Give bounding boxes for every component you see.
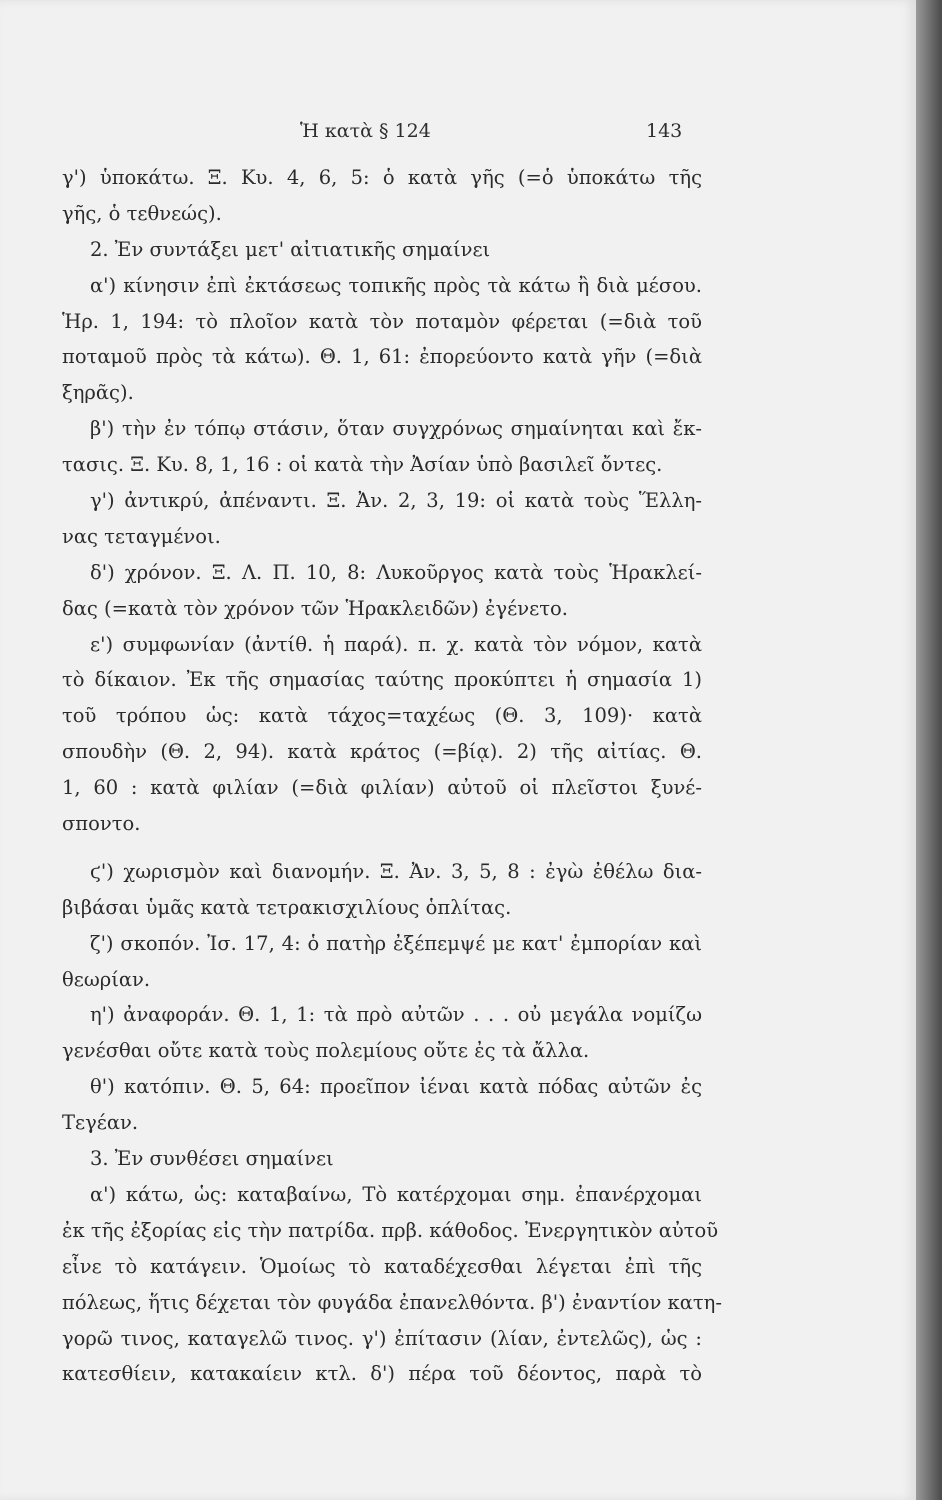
- text-line: κατεσθίειν, κατακαίειν κτλ. δ') πέρα τοῦ δέοντος, παρὰ τὸ: [62, 1362, 702, 1386]
- page-header: [0, 120, 916, 150]
- text-line: θ') κατόπιν. Θ. 5, 64: προεῖπον ἰέναι κατὰ πόδας αὐτῶν ἐς: [90, 1075, 702, 1099]
- text-line: γορῶ τινος, καταγελῶ τινος. γ') ἐπίτασιν (λίαν, ἐντελῶς), ὡς :: [62, 1326, 702, 1350]
- text-line: τοῦ τρόπου ὡς: κατὰ τάχος=ταχέως (Θ. 3, 109)· κατὰ: [62, 704, 702, 728]
- text-line: η') ἀναφοράν. Θ. 1, 1: τὰ πρὸ αὐτῶν . . . οὐ μεγάλα νομίζω: [90, 1003, 702, 1027]
- text-line: Ἡρ. 1, 194: τὸ πλοῖον κατὰ τὸν ποταμὸν φέρεται (=διὰ τοῦ: [62, 309, 702, 333]
- text-line: α') κίνησιν ἐπὶ ἐκτάσεως τοπικῆς πρὸς τὰ κάτω ἢ διὰ μέσου.: [90, 273, 702, 297]
- text-line: ζ') σκοπόν. Ἰσ. 17, 4: ὁ πατὴρ ἐξέπεμψέ με κατ' ἐμπορίαν καὶ: [90, 931, 702, 955]
- text-line: δ') χρόνον. Ξ. Λ. Π. 10, 8: Λυκοῦργος κατὰ τοὺς Ἡρακλεί-: [90, 560, 702, 584]
- text-line: νας τεταγμένοι.: [62, 524, 221, 548]
- body-text: [62, 160, 722, 1392]
- text-line: 3. Ἐν συνθέσει σημαίνει: [90, 1147, 334, 1171]
- text-line: βιβάσαι ὑμᾶς κατὰ τετρακισχιλίους ὁπλίτας.: [62, 895, 512, 919]
- text-line: τασις. Ξ. Κυ. 8, 1, 16 : οἱ κατὰ τὴν Ἀσίαν ὑπὸ βασιλεῖ ὄντες.: [62, 453, 663, 477]
- text-line: ξηρᾶς).: [62, 381, 134, 405]
- text-line: 1, 60 : κατὰ φιλίαν (=διὰ φιλίαν) αὐτοῦ οἱ πλεῖστοι ξυνέ-: [62, 776, 702, 800]
- text-line: α') κάτω, ὡς: καταβαίνω, Τὸ κατέρχομαι σημ. ἐπανέρχομαι: [90, 1182, 702, 1206]
- text-line: εἶνε τὸ κατάγειν. Ὁμοίως τὸ καταδέχεσθαι λέγεται ἐπὶ τῆς: [62, 1254, 702, 1278]
- text-line: ἐκ τῆς ἐξορίας εἰς τὴν πατρίδα. πρβ. κάθοδος. Ἐνεργητικὸν αὐτοῦ: [62, 1218, 719, 1242]
- running-title: Ἡ κατὰ § 124: [300, 120, 431, 142]
- text-line: γῆς, ὁ τεθνεώς).: [62, 201, 222, 225]
- text-line: 2. Ἐν συντάξει μετ' αἰτιατικῆς σημαίνει: [90, 237, 491, 261]
- text-line: σποντο.: [62, 812, 141, 836]
- text-line: ε') συμφωνίαν (ἀντίθ. ἡ παρά). π. χ. κατὰ τὸν νόμον, κατὰ: [90, 632, 702, 656]
- text-line: σπουδὴν (Θ. 2, 94). κατὰ κράτος (=βίᾳ). 2) τῆς αἰτίας. Θ.: [62, 740, 702, 764]
- text-line: γ') ὑποκάτω. Ξ. Κυ. 4, 6, 5: ὁ κατὰ γῆς (=ὁ ὑποκάτω τῆς: [62, 166, 702, 189]
- text-line: ϛ') χωρισμὸν καὶ διανομήν. Ξ. Ἀν. 3, 5, 8 : ἐγὼ ἐθέλω δια-: [90, 859, 702, 883]
- text-line: γενέσθαι οὔτε κατὰ τοὺς πολεμίους οὔτε ἐς τὰ ἄλλα.: [62, 1039, 590, 1063]
- text-line: δας (=κατὰ τὸν χρόνον τῶν Ἡρακλειδῶν) ἐγένετο.: [62, 596, 568, 620]
- text-line: γ') ἀντικρύ, ἀπέναντι. Ξ. Ἀν. 2, 3, 19: οἱ κατὰ τοὺς Ἕλλη-: [90, 489, 702, 513]
- text-line: Τεγέαν.: [62, 1111, 139, 1135]
- text-line: τὸ δίκαιον. Ἐκ τῆς σημασίας ταύτης προκύπτει ἡ σημασία 1): [62, 668, 702, 692]
- text-line: ποταμοῦ πρὸς τὰ κάτω). Θ. 1, 61: ἐπορεύοντο κατὰ γῆν (=διὰ: [62, 345, 702, 369]
- text-line: β') τὴν ἐν τόπῳ στάσιν, ὅταν συγχρόνως σημαίνηται καὶ ἔκ-: [90, 417, 702, 441]
- page-number: 143: [646, 120, 683, 142]
- text-line: πόλεως, ἥτις δέχεται τὸν φυγάδα ἐπανελθόντα. β') ἐναντίον κατη-: [62, 1290, 722, 1314]
- text-line: θεωρίαν.: [62, 967, 151, 991]
- page-shadow-edge: [916, 0, 942, 1500]
